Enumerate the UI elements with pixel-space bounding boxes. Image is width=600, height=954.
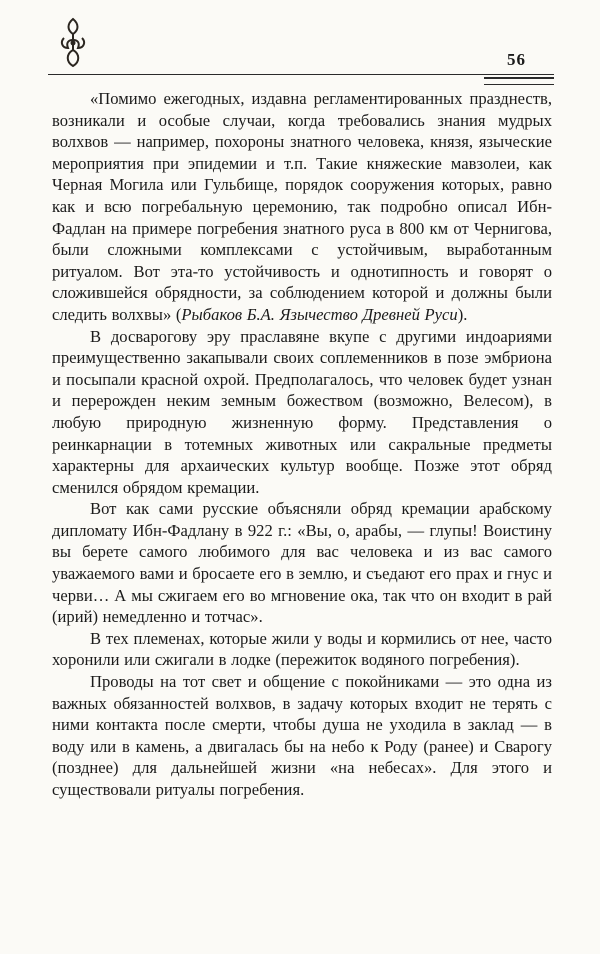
text-block <box>52 88 552 801</box>
page-number-rule <box>484 77 554 85</box>
paragraph-text: Вот как сами русские объясняли обряд кремации арабскому дипломату Ибн-Фадлану в 922 г.: «Вы, о, арабы, — глупы! Воистину вы берете самого любимого для вас человека и из вас самого уважаемого вами и бросаете его в землю, и съедают его прах и гнус и черви… А мы сжигаем его во мгновение ока, так что он входит в рай (ирий) немедленно и тотчас». <box>52 499 552 627</box>
header-rule <box>48 74 554 75</box>
page-number: 56 <box>507 50 526 69</box>
paragraph <box>52 326 552 499</box>
citation-source: Рыбаков Б.А. Язычество Древней Руси <box>181 304 458 324</box>
paragraph-text: В досварогову эру праславяне вкупе с другими индоариями преимущественно закапывали своих соплеменников в позе эмбриона и посыпали красной охрой. Предполагалось, что человек будет узнан и перерожден неким земным божеством (возможно, Велесом), в любую природную жизненную форму. Представления о реинкарнации в тотемных животных или сакральные предметы характерны для архаических культур вообще. Позже этот обряд сменился обрядом кремации. <box>52 326 552 497</box>
paragraph-text: «Помимо ежегодных, издавна регламентированных празднеств, возникали и особые случаи, когда требовались знания мудрых волхвов — например, похороны знатного человека, князя, языческие мероприятия при эпидемии и т.п. Такие княжеские мавзолеи, как Черная Могила или Гульбище, порядок сооружения которых, равно как и всю погребальную церемонию, так подробно описал Ибн-Фадлан на примере погребения знатного руса в 800 км от Чернигова, были сложными комплексами с устойчивым, выработанным ритуалом. Вот эта-то устойчивость и однотипность и говорят о сложившейся обрядности, за соблюдением которой и должны были следить волхвы» ( <box>52 89 552 324</box>
paragraph-text: Проводы на тот свет и общение с покойниками — это одна из важных обязанностей волхвов, в задачу которых входит не терять с ними контакта после смерти, чтобы душа не уходила в заклад — в воду или в камень, а двигалась бы на небо к Роду (ранее) и Сварогу (позднее) для дальнейшей жизни «на небесах». Для этого и существовали ритуалы погребения. <box>52 672 552 799</box>
page-header <box>48 0 554 78</box>
paragraph <box>52 88 552 326</box>
paragraph <box>52 671 552 801</box>
publisher-emblem-icon <box>56 16 90 68</box>
paragraph <box>52 498 552 628</box>
paragraph <box>52 628 552 671</box>
paragraph-text: В тех племенах, которые жили у воды и кормились от нее, часто хоронили или сжигали в лодке (пережиток водяного погребения). <box>52 628 552 670</box>
paragraph-text: ). <box>457 304 468 324</box>
